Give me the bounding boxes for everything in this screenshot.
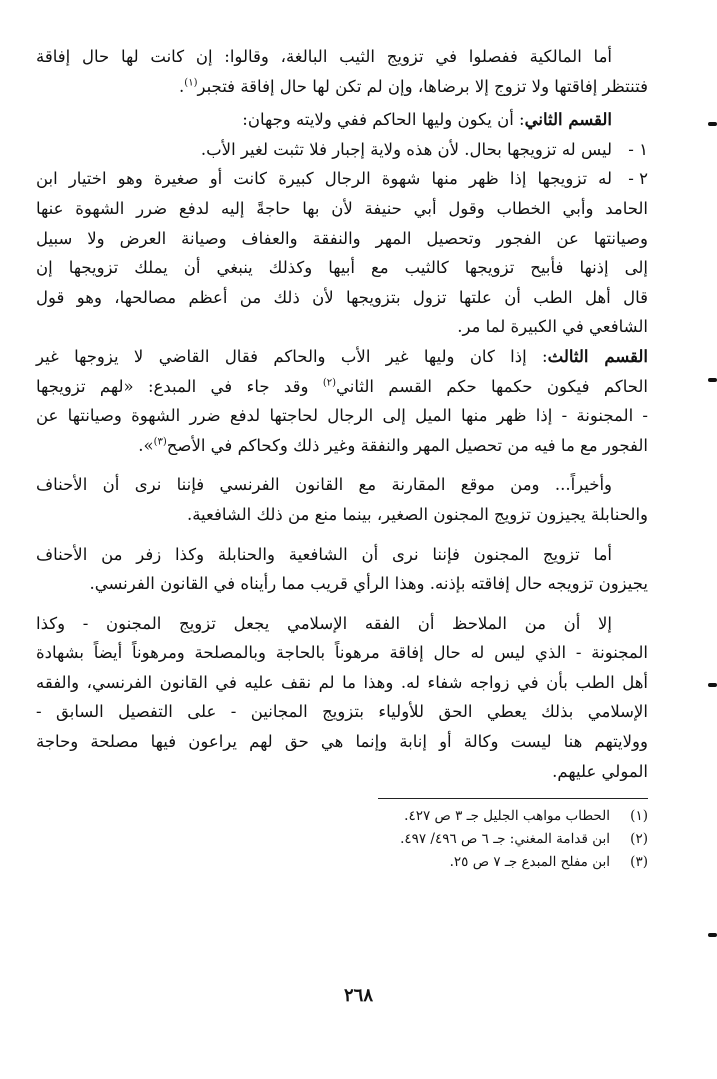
scan-margin-mark: [708, 378, 717, 382]
text-segment: فتنتظر إفاقتها ولا تزوج إلا برضاها، وإن لم تكن لها حال إفاقة فتجبر: [197, 76, 648, 96]
footnote-item: [36, 828, 648, 851]
footnote-item: [36, 805, 648, 828]
text-line: [36, 342, 648, 372]
text-line: - المجنونة - إذا ظهر منها الميل إلى الرجال لحاجتها لدفع ضرر الشهوة وصيانتها عن: [36, 406, 648, 426]
text-line: أما تزويج المجنون فإننا نرى أن الشافعية والحنابلة وكذا زفر من الأحناف: [36, 544, 612, 564]
text-line: المجنونة - الذي ليس له حال إفاقة مرهوناً بالحاجة وبالمصلحة ومرهوناً أيضاً بشهادة: [36, 643, 648, 663]
paragraph-except: [36, 609, 648, 787]
list-item: [36, 135, 648, 165]
text-line: [36, 372, 648, 402]
list-number: ٢ -: [628, 169, 648, 189]
text-line: وصيانتها عن الفجور وتحصيل المهر والنفقة والعفاف وصيانة العرض ولا سبيل: [36, 228, 648, 248]
footnote-item: [36, 851, 648, 874]
section-title: القسم الثالث: [547, 346, 648, 366]
text-segment: الفجور مع ما فيه من تحصيل المهر والنفقة وغير ذلك وكحاكم في الأصح: [166, 435, 648, 455]
text-line: وولايتهم هنا ليست وكالة أو إنابة وإنما هي حق لهم يراعون فيها مصلحة وحاجة: [36, 732, 648, 752]
section-title: القسم الثاني: [524, 110, 612, 130]
text-line: ليس له تزويجها بحال. لأن هذه ولاية إجبار فلا تثبت لغير الأب.: [200, 139, 612, 159]
text-line: [36, 431, 648, 461]
footnote-divider: [378, 798, 648, 799]
text-line: له تزويجها إذا ظهر منها شهوة الرجال كبيرة كانت أو صغيرة وهو اختيار ابن: [36, 169, 612, 189]
text-segment: : إذا كان وليها غير الأب والحاكم فقال القاضي لا يزوجها غير: [36, 346, 548, 366]
footnote-number: (١): [630, 808, 648, 825]
page-body: [36, 42, 648, 874]
text-segment: وقد جاء في المبدع: «لهم تزويجها: [36, 376, 323, 396]
text-line: وأخيراً... ومن موقع المقارنة مع القانون الفرنسي فإننا نرى أن الأحناف: [36, 475, 612, 495]
scan-margin-mark: [708, 933, 717, 937]
footnote-ref: (٣): [153, 436, 167, 448]
footnote-text: ابن مفلح المبدع جـ ٧ ص ٢٥.: [449, 854, 610, 871]
text-segment: : أن يكون وليها الحاكم ففي ولايته وجهان:: [242, 110, 525, 130]
footnote-ref: (٢): [322, 377, 336, 389]
footnote-number: (٣): [630, 854, 648, 871]
text-line: والحنابلة يجيزون تزويج المجنون الصغير، بينما منع من ذلك الشافعية.: [186, 504, 648, 524]
text-line: الإسلامي بذلك يعطي الحق للأولياء بتزويج المجانين - على التفصيل السابق -: [36, 702, 648, 722]
paragraph-finally: [36, 470, 648, 529]
scan-margin-mark: [708, 122, 717, 126]
paragraph-malikiyya: [36, 42, 648, 101]
footnote-text: الحطاب مواهب الجليل جـ ٣ ص ٤٢٧.: [404, 808, 610, 825]
footnote-number: (٢): [630, 831, 648, 848]
page-number: ٢٦٨: [343, 985, 373, 1006]
paragraph-insane-male: [36, 540, 648, 599]
footnotes: [36, 805, 648, 874]
text-line: يجيزون تزويجه حال إفاقته بإذنه. وهذا الرأي قريب مما رأيناه في القانون الفرنسي.: [89, 574, 648, 594]
text-line: المولي عليهم.: [552, 761, 648, 781]
text-line: الحامد وأبي الخطاب وقول أبي حنيفة لأن بها حاجةً إليه لدفع ضرر الشهوة عنها: [36, 198, 648, 218]
text-segment: .: [179, 76, 185, 96]
text-line: أما المالكية ففصلوا في تزويج الثيب البالغة، وقالوا: إن كانت لها حال إفاقة: [36, 47, 612, 66]
text-line: [36, 105, 648, 135]
list-item-continuation: [36, 194, 648, 342]
text-line: إلا أن من الملاحظ أن الفقه الإسلامي يجعل تزويج المجنون - وكذا: [36, 613, 612, 633]
text-line: الشافعي في الكبيرة لما مر.: [457, 317, 648, 337]
list-number: ١ -: [628, 139, 648, 159]
text-segment: الحاكم فيكون حكمها حكم القسم الثاني: [336, 376, 648, 396]
text-line: قال أهل الطب أن علتها تزول بتزويجها لأن ذلك من أعظم مصالحها، وهو قول: [36, 287, 648, 307]
text-segment: ».: [138, 435, 154, 455]
footnote-text: ابن قدامة المغني: جـ ٦ ص ٤٩٦/ ٤٩٧.: [400, 831, 610, 848]
paragraph-section-two: [36, 105, 648, 135]
paragraph-section-three: [36, 342, 648, 460]
list-item: [36, 164, 648, 194]
text-line: [36, 72, 648, 102]
text-line: إلى إذنها فأبيح تزويجها كالثيب مع أبيها وكذلك ينبغي أن يملك تزويجها إن: [36, 258, 648, 278]
text-line: أهل الطب بأن في زواجه شفاء له. وهذا ما لم نقف عليه في القانون الفرنسي، والفقه: [36, 672, 648, 692]
scan-margin-mark: [708, 683, 717, 687]
footnote-ref: (١): [184, 77, 198, 89]
